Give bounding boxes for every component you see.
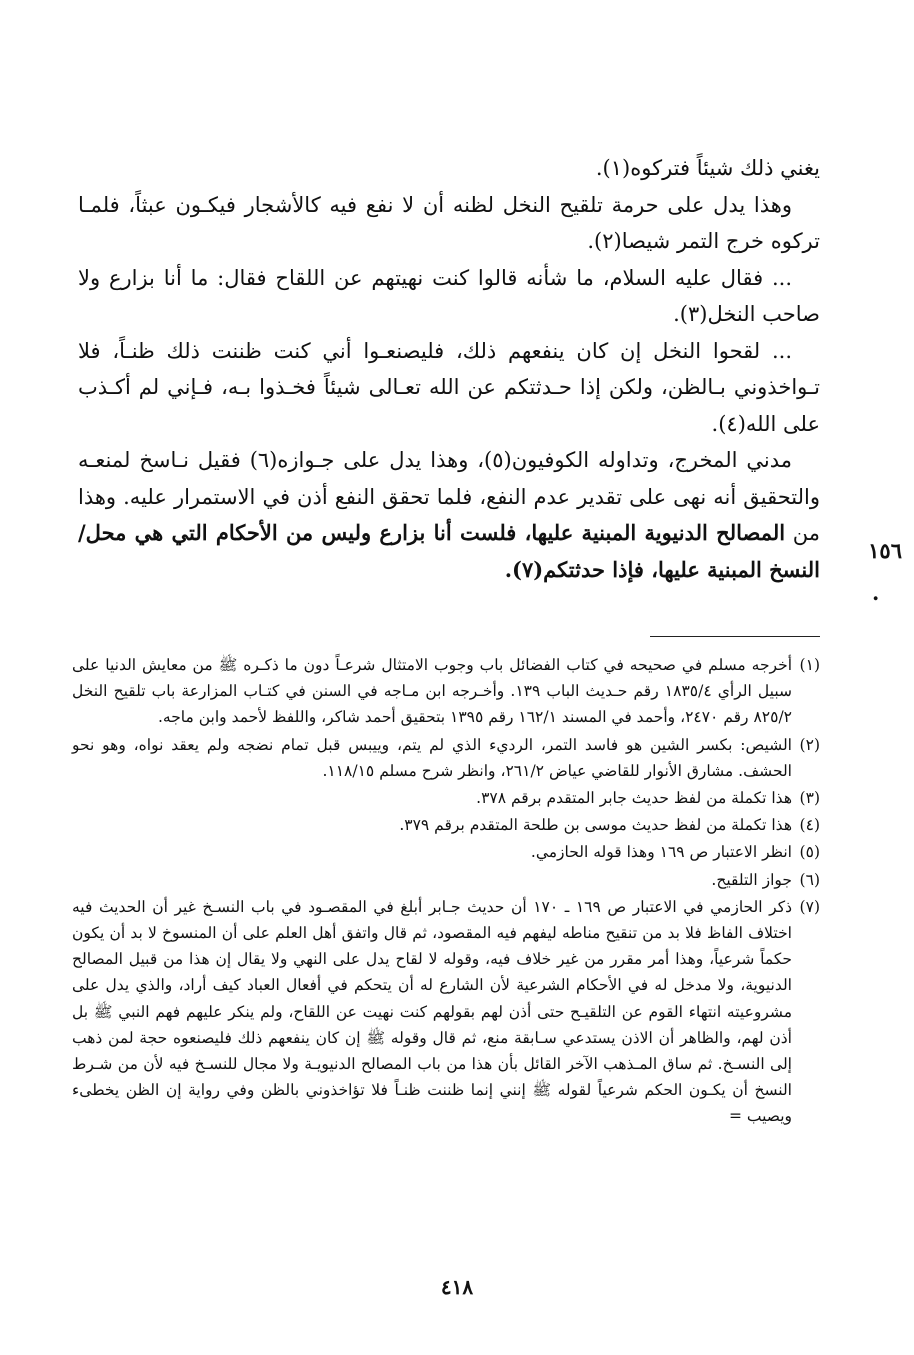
footnote-number: (٧) bbox=[799, 897, 820, 916]
main-paragraph-4-bold: المصالح الدنيوية المبنية عليها، فلست أنا بزارع وليس من الأحكام التي هي محل/ النسخ المبنية عليها، فإذا حدثتكم(٧). bbox=[78, 520, 820, 582]
main-paragraph-4-regular: مدني المخرج، وتداوله الكوفيون(٥)، وهذا يدل على جـوازه(٦) فقيل نـاسخ لمنعـه والتحقيق أنه نهى على تقدير عدم النفع، فلما تحقق النفع أذن في الاستمرار عليه. وهذا من bbox=[78, 448, 820, 545]
footnote-text: ذكر الحازمي في الاعتبار ص ١٦٩ ـ ١٧٠ أن حديث جـابر أبلغ في المقصـود في باب النسـخ غير أن الحديث فيه اختلاف الفاظ فلا بد من تنقيح مناطه ليفهم فيه المقصود، ثم قال واتفق أهل العلم على أن المنسوخ لا بد أن يكون حكماً شرعياً، وهذا أمر مقرر من غير خلاف فيه، وقوله لا لقاح يدل على النهي ولا يقال إن هذا من قبيل المصالح الدنيوية، ولا مدخل له في الأحكام الشرعية لأن الشارع له أن يتحكم في أفعال العباد كيف أراد، والذي يدل على مشروعيته انتهاء القوم عن التلقيـح حتى أذن لهم بقولهم كنت نهيت عن اللقاح، ولم ينكر عليهم فهم النبي ﷺ بل أذن لهم، والظاهر أن الاذن يستدعي سـابقة منع، ثم قال وقوله ﷺ إن كان ينفعهم ذلك فليصنعوه حجة لمن ذهب إلى النسـخ. ثم ساق المـذهب الآخر القائل بأن هذا من باب المصالح الدنيويـة ولا مجال للنسـخ فيه لأن من شـرط النسخ أن يكـون الحكم شرعياً لقوله ﷺ إنني إنما ظننت ظنـاً فلا تؤاخذوني بالظن وفي رواية إن الظن يخطىء ويصيب = bbox=[72, 897, 792, 1126]
main-line-1: يغني ذلك شيئاً فتركوه(١). bbox=[595, 156, 820, 180]
footnote-4 bbox=[72, 812, 820, 838]
footnote-5 bbox=[72, 839, 820, 865]
footnote-text: هذا تكملة من لفظ حديث جابر المتقدم برقم ٣٧٨. bbox=[476, 789, 792, 808]
footnote-number: (٦) bbox=[799, 870, 820, 889]
footnote-1 bbox=[72, 652, 820, 731]
main-paragraph-1: وهذا يدل على حرمة تلقيح النخل لظنه أن لا نفع فيه كالأشجار فيكـون عبثاً، فلمـا تركوه خرج التمر شيصا(٢). bbox=[78, 192, 820, 253]
footnote-number: (٤) bbox=[799, 816, 820, 835]
footnote-text: هذا تكملة من لفظ حديث موسى بن طلحة المتقدم برقم ٣٧٩. bbox=[399, 816, 792, 835]
margin-dot: . bbox=[872, 580, 880, 605]
footnote-7 bbox=[72, 894, 820, 1130]
footnote-text: الشيص: بكسر الشين هو فاسد التمر، الرديء الذي لم يتم، وييبس قبل تمام نضجه ولم يعقد نواه، وهو نحو الحشف. مشارق الأنوار للقاضي عياض ٢٦١/٢، وانظر شرح مسلم ١١٨/١٥. bbox=[72, 735, 792, 780]
footnote-3 bbox=[72, 785, 820, 811]
main-paragraph-4 bbox=[78, 442, 820, 588]
main-paragraph-2: ... فقال عليه السلام، ما شأنه قالوا كنت نهيتهم عن اللقاح فقال: ما أنا بزارع ولا صاحب النخل(٣). bbox=[78, 265, 820, 326]
footnote-2 bbox=[72, 732, 820, 784]
footnote-separator bbox=[650, 636, 820, 637]
main-paragraph-3: ... لقحوا النخل إن كان ينفعهم ذلك، فليصنعـوا أني كنت ظننت ذلك ظنـاً، فلا تـواخذوني بـالظن، ولكن إذا حـدثتكم عن الله تعـالى شيئاً فخـذوا بـه، فـإني لم أكـذب على الله(٤). bbox=[78, 338, 820, 436]
main-text bbox=[78, 150, 820, 588]
footnote-text: أخرجه مسلم في صحيحه في كتاب الفضائل باب وجوب الامتثال شرعـاً دون ما ذكـره ﷺ من معايش الدنيا على سبيل الرأي ١٨٣٥/٤ رقم حـديث الباب ١٣٩. وأخـرجه ابن مـاجه في السنن في كتـاب المزارعة باب تلقيح النخل ٨٢٥/٢ رقم ٢٤٧٠، وأحمد في المسند ١٦٢/١ رقم ١٣٩٥ بتحقيق أحمد شاكر، واللفظ لأحمد وابن ماجه. bbox=[72, 656, 792, 727]
footnote-text: جواز التلقيح. bbox=[711, 870, 792, 889]
footnotes bbox=[72, 652, 820, 1131]
footnote-text: انظر الاعتبار ص ١٦٩ وهذا قوله الحازمي. bbox=[530, 843, 792, 862]
margin-page-reference: ١٥٦ bbox=[868, 538, 902, 563]
page-number: ٤١٨ bbox=[440, 1275, 474, 1299]
footnote-6 bbox=[72, 867, 820, 893]
footnote-number: (١) bbox=[799, 656, 820, 674]
footnote-number: (٣) bbox=[799, 789, 820, 808]
footnote-number: (٥) bbox=[799, 843, 820, 862]
footnote-number: (٢) bbox=[799, 735, 820, 754]
